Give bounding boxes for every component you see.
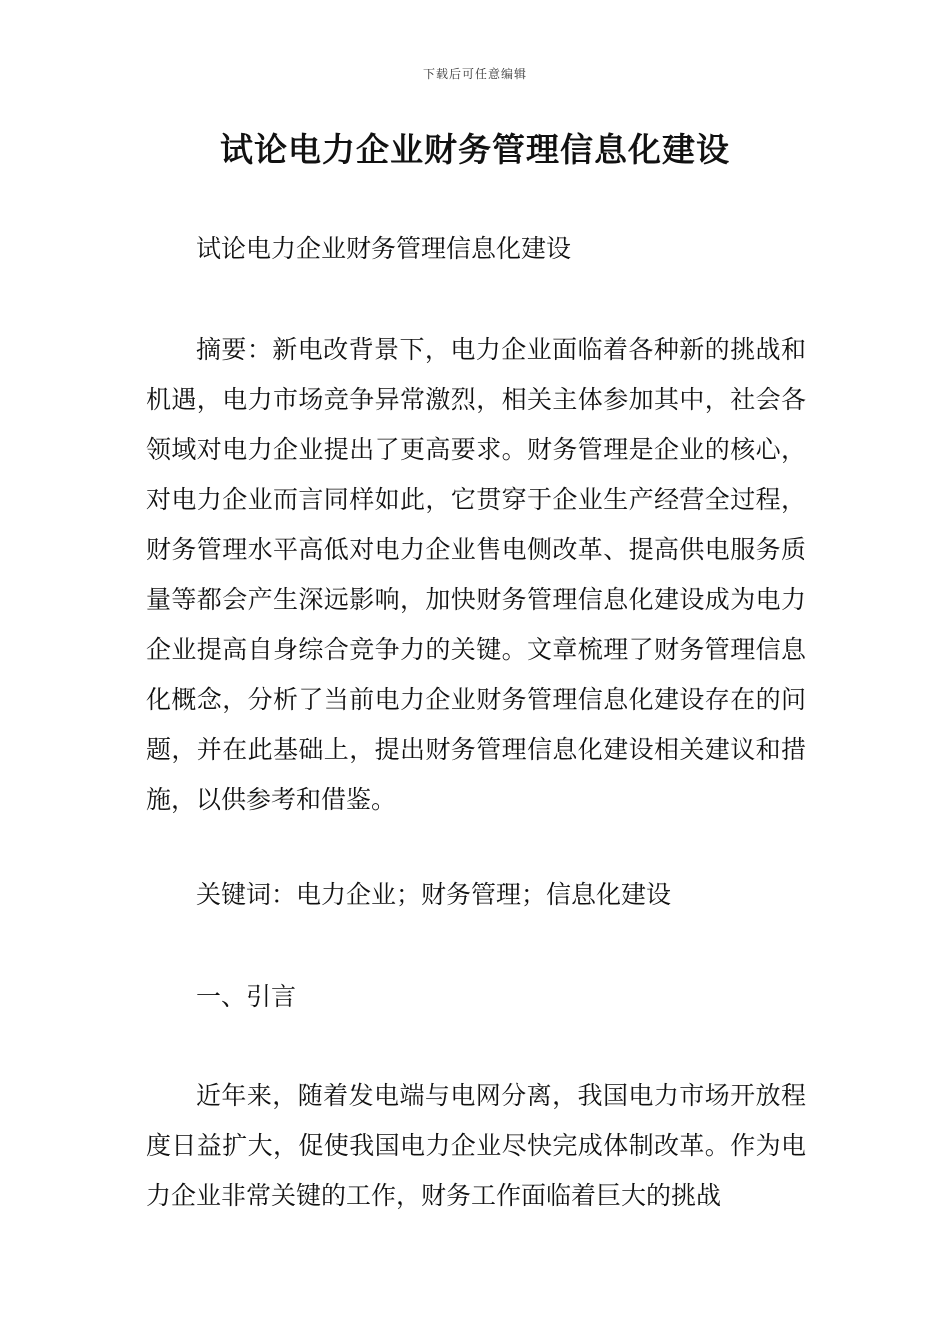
- document-title: 试论电力企业财务管理信息化建设: [220, 130, 730, 169]
- section-heading-introduction: 一、引言: [196, 982, 297, 1011]
- abstract-paragraph: 摘要：新电改背景下，电力企业面临着各种新的挑战和机遇，电力市场竞争异常激烈，相关主体参加其中，社会各领域对电力企业提出了更高要求。财务管理是企业的核心，对电力企业而言同样如此，它贯穿于企业生产经营全过程，财务管理水平高低对电力企业售电侧改革、提高供电服务质量等都会产生深远影响，加快财务管理信息化建设成为电力企业提高自身综合竞争力的关键。文章梳理了财务管理信息化概念，分析了当前电力企业财务管理信息化建设存在的问题，并在此基础上，提出财务管理信息化建设相关建议和措施，以供参考和借鉴。: [146, 335, 806, 814]
- introduction-paragraph: 近年来，随着发电端与电网分离，我国电力市场开放程度日益扩大，促使我国电力企业尽快完成体制改革。作为电力企业非常关键的工作，财务工作面临着巨大的挑战: [146, 1081, 806, 1210]
- header-note: 下载后可任意编辑: [422, 67, 527, 81]
- keywords-line: 关键词：电力企业；财务管理；信息化建设: [196, 880, 672, 909]
- document-subtitle: 试论电力企业财务管理信息化建设: [196, 234, 572, 263]
